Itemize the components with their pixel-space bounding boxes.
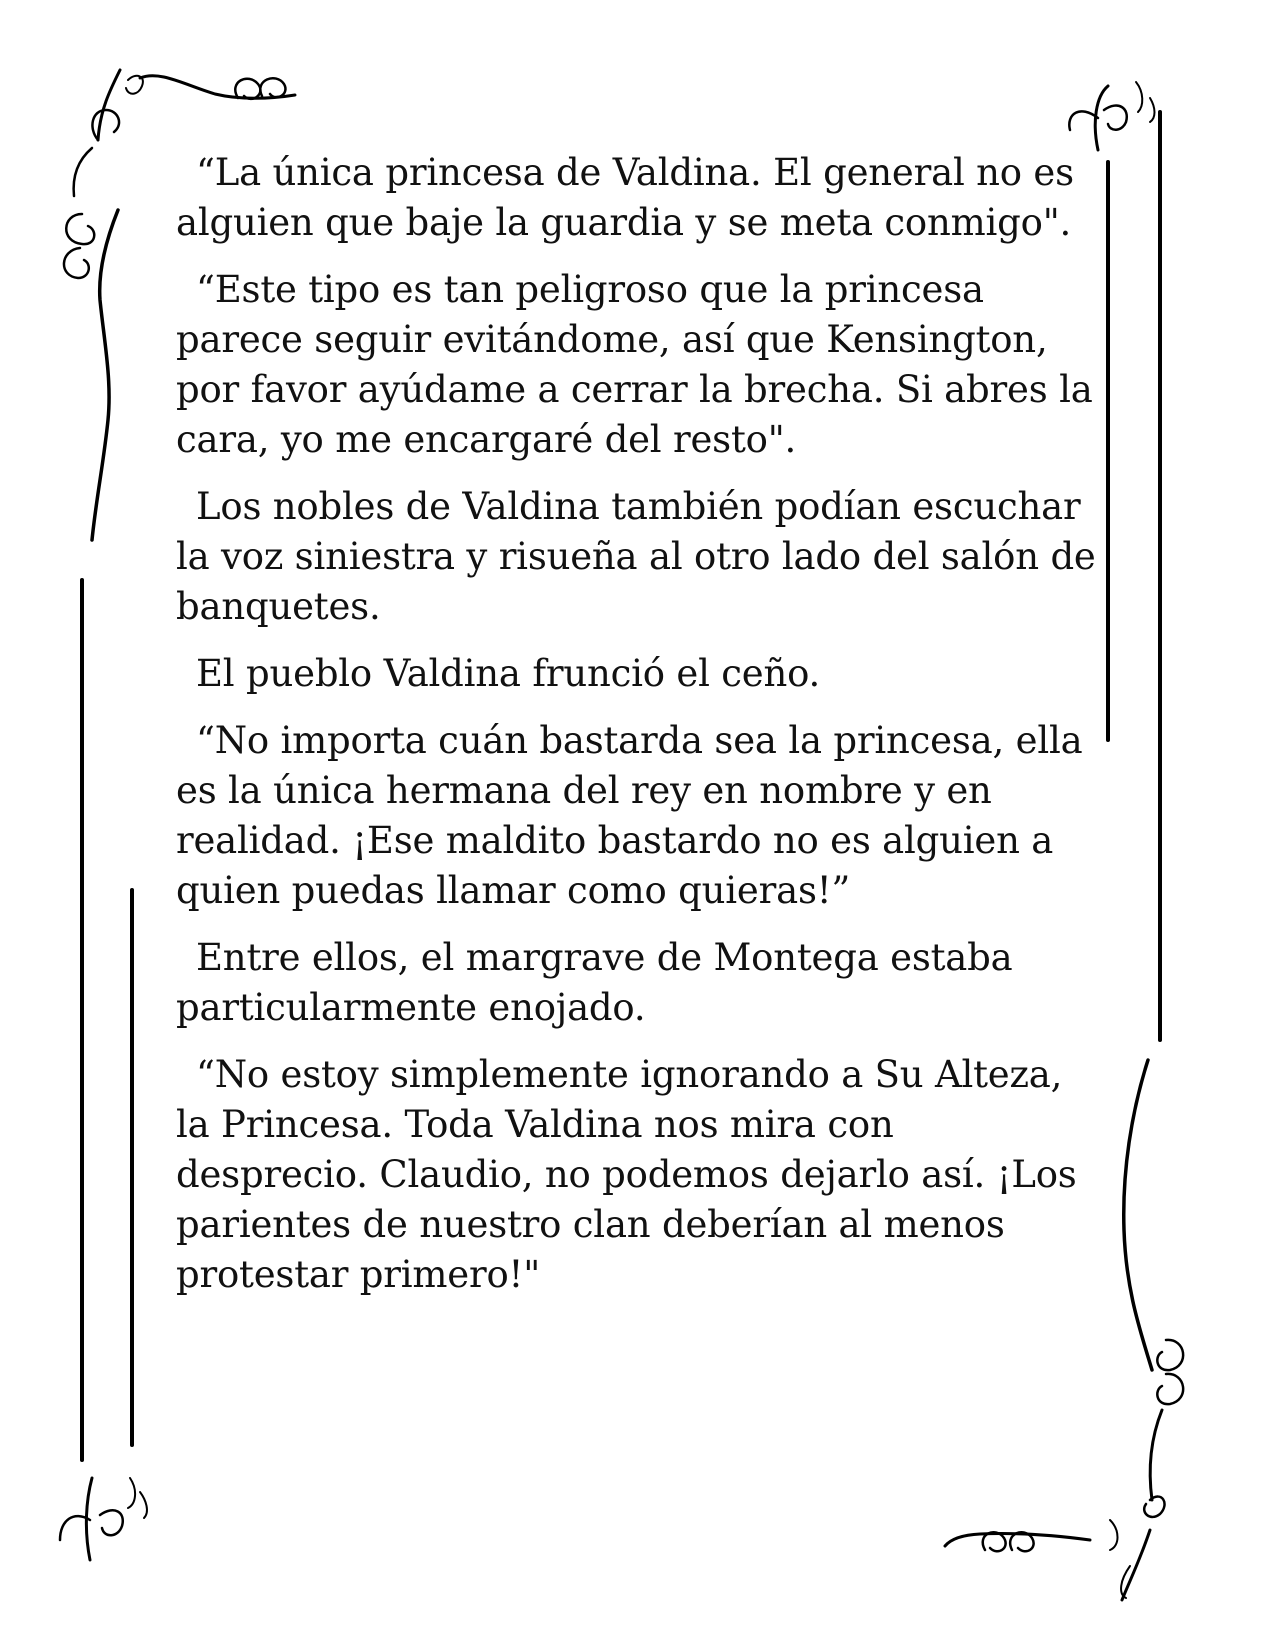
flourish-bottom-left	[60, 1478, 147, 1560]
paragraph: “La única princesa de Valdina. El general no es alguien que baje la guardia y se meta conmigo".	[176, 151, 1074, 244]
paragraph: El pueblo Valdina frunció el ceño.	[196, 652, 821, 695]
document-body	[176, 148, 1096, 1317]
paragraph: “Este tipo es tan peligroso que la princesa parece seguir evitándome, así que Kensington, por favor ayúdame a cerrar la brecha. Si abres la cara, yo me encargaré del resto".	[176, 268, 1093, 461]
paragraph: “No estoy simplemente ignorando a Su Alteza, la Princesa. Toda Valdina nos mira con desprecio. Claudio, no podemos dejarlo así. ¡Los parientes de nuestro clan deberían al menos protestar primero!"	[176, 1053, 1077, 1296]
paragraph: “No importa cuán bastarda sea la princesa, ella es la única hermana del rey en nombre y en realidad. ¡Ese maldito bastardo no es alguien a quien puedas llamar como quieras!”	[176, 719, 1083, 912]
paragraph: Los nobles de Valdina también podían escuchar la voz siniestra y risueña al otro lado del salón de banquetes.	[176, 485, 1096, 628]
flourish-top-right	[1069, 82, 1154, 150]
paragraph: Entre ellos, el margrave de Montega estaba particularmente enojado.	[176, 936, 1013, 1029]
